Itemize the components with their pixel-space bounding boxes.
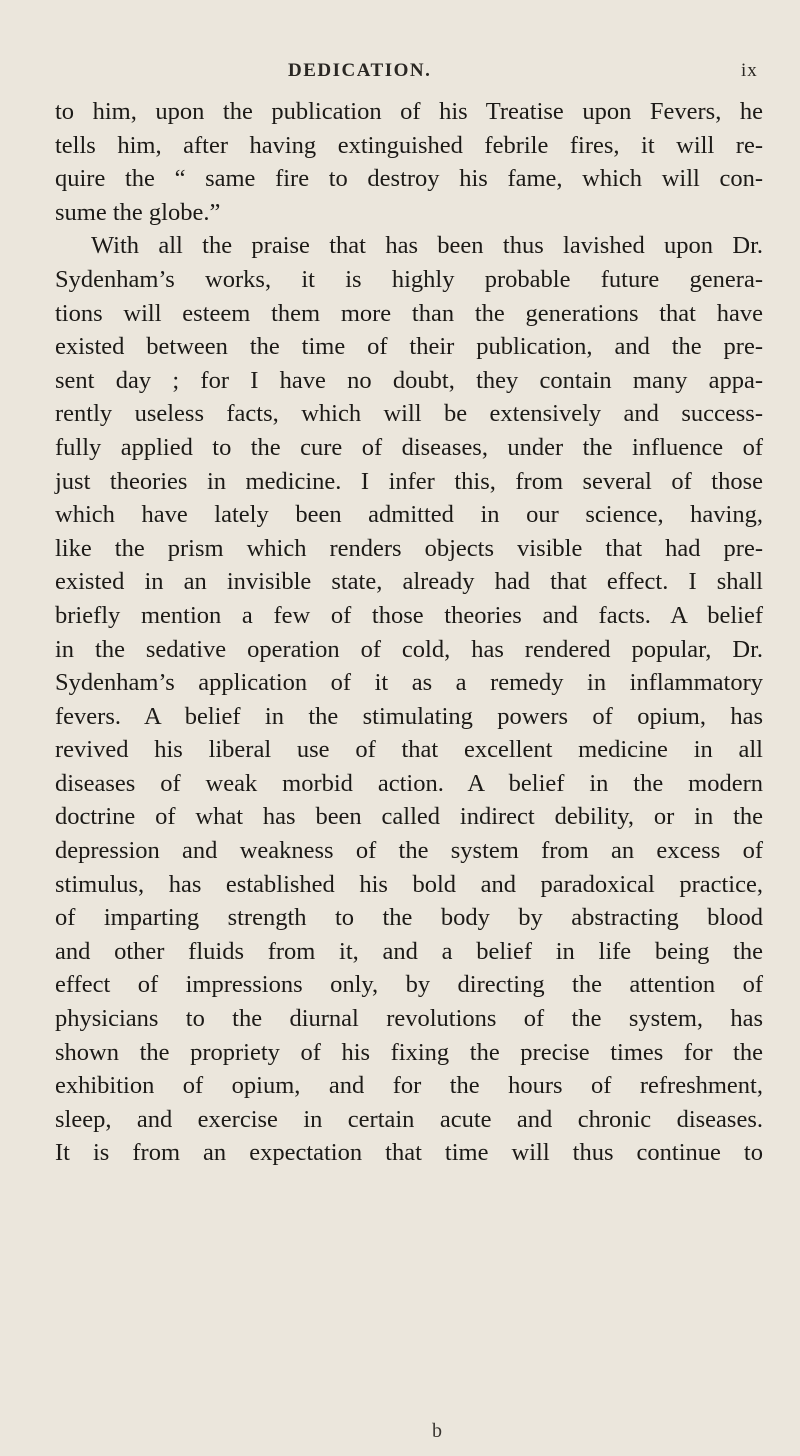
text-line: physicians to the diurnal revolutions of the system, has — [55, 1005, 763, 1033]
text-line: of imparting strength to the body by abstracting blood — [55, 904, 763, 932]
text-line: which have lately been admitted in our science, having, — [55, 501, 763, 529]
text-line: shown the propriety of his fixing the precise times for the — [55, 1038, 763, 1066]
page-header — [0, 60, 800, 90]
text-line: quire the “ same fire to destroy his fame, which will con- — [55, 165, 763, 193]
text-line: just theories in medicine. I infer this, from several of those — [55, 467, 763, 495]
text-line: fevers. A belief in the stimulating powers of opium, has — [55, 702, 763, 730]
text-line: effect of impressions only, by directing the attention of — [55, 971, 763, 999]
text-line: sent day ; for I have no doubt, they contain many appa- — [55, 366, 763, 394]
text-line: sleep, and exercise in certain acute and chronic diseases. — [55, 1105, 763, 1133]
text-line: tells him, after having extinguished febrile fires, it will re- — [55, 131, 763, 159]
text-line: Sydenham’s application of it as a remedy in inflammatory — [55, 669, 763, 697]
text-line: diseases of weak morbid action. A belief in the modern — [55, 769, 763, 797]
text-line: fully applied to the cure of diseases, under the influence of — [55, 433, 763, 461]
text-line: depression and weakness of the system from an excess of — [55, 837, 763, 865]
text-line: and other fluids from it, and a belief in life being the — [55, 937, 763, 965]
text-line: sume the globe.” — [55, 198, 221, 226]
text-line: stimulus, has established his bold and paradoxical practice, — [55, 870, 763, 898]
text-line: existed between the time of their publication, and the pre- — [55, 333, 763, 361]
text-line: to him, upon the publication of his Treatise upon Fevers, he — [55, 98, 763, 125]
text-line: rently useless facts, which will be extensively and success- — [55, 400, 763, 428]
text-line: briefly mention a few of those theories and facts. A belief — [55, 601, 763, 629]
text-line: in the sedative operation of cold, has rendered popular, Dr. — [55, 635, 763, 663]
page-number: ix — [741, 60, 758, 81]
signature-mark: b — [432, 1420, 442, 1442]
text-line: doctrine of what has been called indirect debility, or in the — [55, 803, 763, 831]
text-line: revived his liberal use of that excellent medicine in all — [55, 736, 763, 764]
text-line: It is from an expectation that time will thus continue to — [55, 1139, 763, 1167]
text-line: With all the praise that has been thus lavished upon Dr. — [91, 232, 763, 260]
text-line: existed in an invisible state, already had that effect. I shall — [55, 568, 763, 596]
text-line: Sydenham’s works, it is highly probable future genera- — [55, 265, 763, 293]
text-line: exhibition of opium, and for the hours of refreshment, — [55, 1072, 763, 1100]
running-head: DEDICATION. — [288, 60, 432, 81]
body-text — [55, 95, 763, 1170]
text-line: tions will esteem them more than the generations that have — [55, 299, 763, 327]
text-line: like the prism which renders objects visible that had pre- — [55, 534, 763, 562]
